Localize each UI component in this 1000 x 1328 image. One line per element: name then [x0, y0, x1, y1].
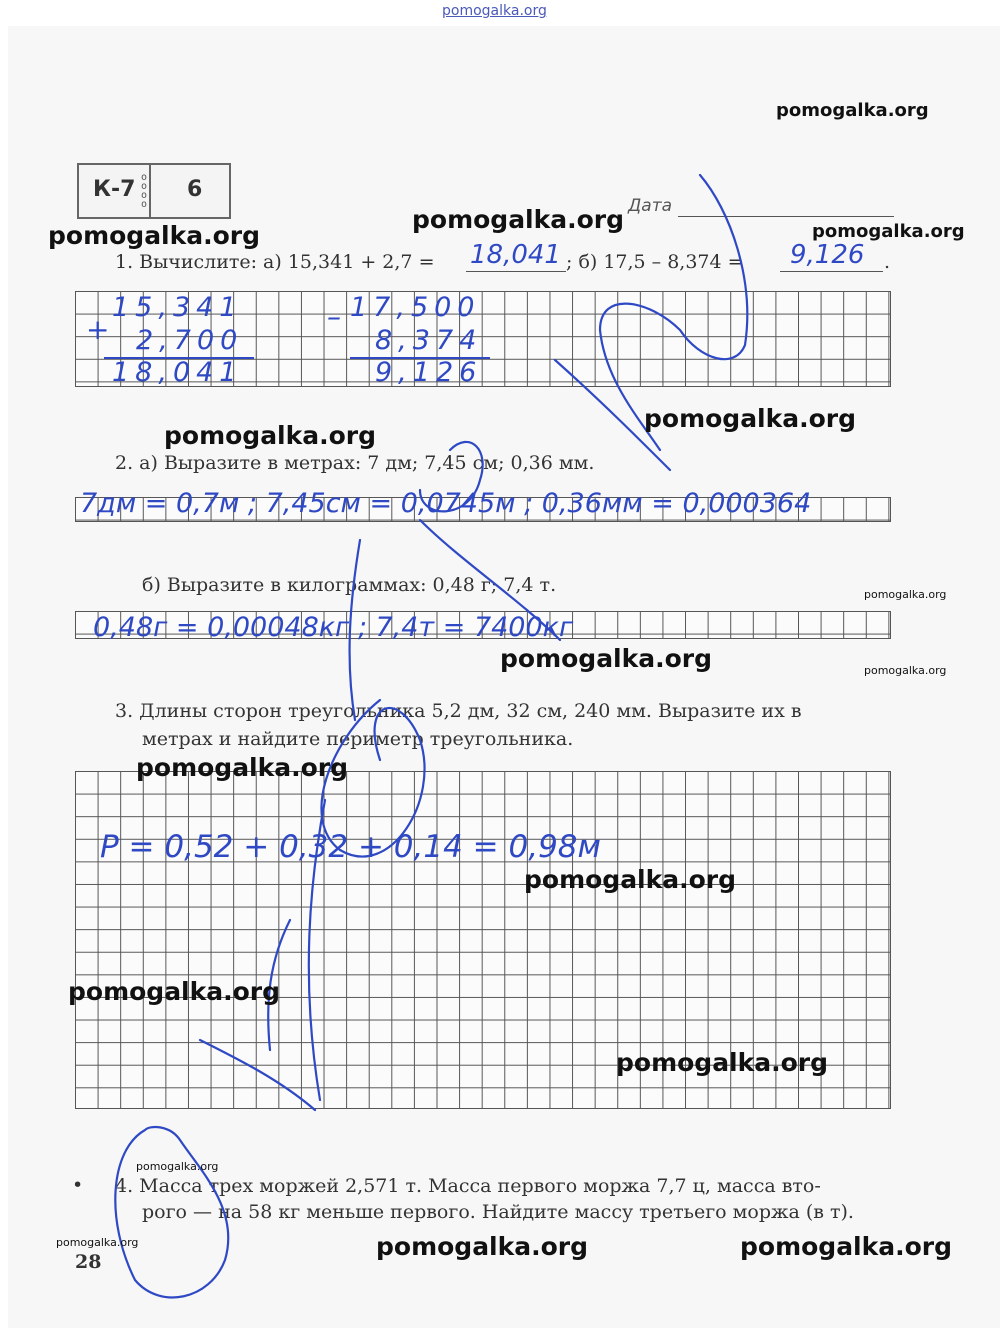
- scribble-loop: [420, 442, 483, 511]
- task1-answer-a: 18,041: [470, 240, 561, 270]
- watermark: pomogalka.org: [644, 404, 857, 433]
- date-label: Дата: [628, 196, 673, 216]
- task3-line1: 3. Длины сторон треугольника 5,2 дм, 32 см, 240 мм. Выразите их в: [115, 700, 802, 722]
- task3-answer: P = 0,52 + 0,32 + 0,14 = 0,98м: [100, 829, 601, 865]
- watermark: pomogalka.org: [164, 421, 377, 450]
- watermark: pomogalka.org: [616, 1048, 829, 1077]
- sub-line2: 8,374: [375, 325, 483, 356]
- test-code: К-7: [93, 177, 136, 202]
- watermark: pomogalka.org: [500, 644, 713, 673]
- watermark: pomogalka.org: [376, 1232, 589, 1261]
- watermark: pomogalka.org: [776, 100, 929, 121]
- task1-end: .: [884, 251, 891, 273]
- add-line2: 2,700: [136, 325, 244, 356]
- watermark: pomogalka.org: [412, 205, 625, 234]
- add-line1: 15,341: [112, 292, 243, 323]
- watermark: pomogalka.org: [136, 753, 349, 782]
- task1-answer-b: 9,126: [790, 240, 865, 270]
- watermark: pomogalka.org: [812, 221, 965, 242]
- page-number: 28: [75, 1251, 102, 1273]
- top-watermark-link[interactable]: pomogalka.org: [442, 3, 547, 19]
- task2-text-b: б) Выразите в килограммах: 0,48 г; 7,4 т.: [142, 574, 557, 596]
- scribble-n: [200, 1040, 315, 1110]
- watermark: pomogalka.org: [136, 1160, 219, 1173]
- watermark: pomogalka.org: [864, 588, 947, 601]
- task4-bullet: •: [72, 1174, 84, 1196]
- task4-line1: 4. Масса трех моржей 2,571 т. Масса первого моржа 7,7 ц, масса вто-: [115, 1175, 821, 1197]
- sub-line1: 17,500: [350, 292, 481, 323]
- sub-result: 9,126: [375, 357, 483, 388]
- scribble-vertical: [350, 540, 360, 720]
- watermark: pomogalka.org: [56, 1236, 139, 1249]
- scribble-diagonal-2: [420, 520, 560, 640]
- minus-sign: –: [327, 300, 341, 333]
- ring-binder-icon: o o o o: [141, 172, 148, 210]
- scribble-bottom-loop: [115, 1127, 228, 1297]
- plus-sign: +: [86, 313, 110, 346]
- watermark: pomogalka.org: [524, 865, 737, 894]
- watermark: pomogalka.org: [48, 221, 261, 250]
- watermark: pomogalka.org: [740, 1232, 953, 1261]
- scribble-down: [309, 800, 325, 1100]
- watermark: pomogalka.org: [68, 977, 281, 1006]
- watermark: pomogalka.org: [864, 664, 947, 677]
- task1-text-b: ; б) 17,5 – 8,374 =: [566, 251, 744, 273]
- task3-line2: метрах и найдите периметр треугольника.: [142, 728, 574, 750]
- task2-answer-a: 7дм = 0,7м ; 7,45см = 0,0745м ; 0,36мм = 0,000364: [80, 488, 812, 519]
- add-result: 18,041: [112, 357, 243, 388]
- task1-text-a: 1. Вычислите: а) 15,341 + 2,7 =: [115, 251, 435, 273]
- task2-text-a: 2. а) Выразите в метрах: 7 дм; 7,45 см; 0,36 мм.: [115, 452, 595, 474]
- task2-answer-b: 0,48г = 0,00048кг ; 7,4т = 7400кг: [93, 612, 574, 643]
- variant-number: 6: [187, 177, 203, 202]
- task4-line2: рого — на 58 кг меньше первого. Найдите массу третьего моржа (в т).: [142, 1201, 854, 1223]
